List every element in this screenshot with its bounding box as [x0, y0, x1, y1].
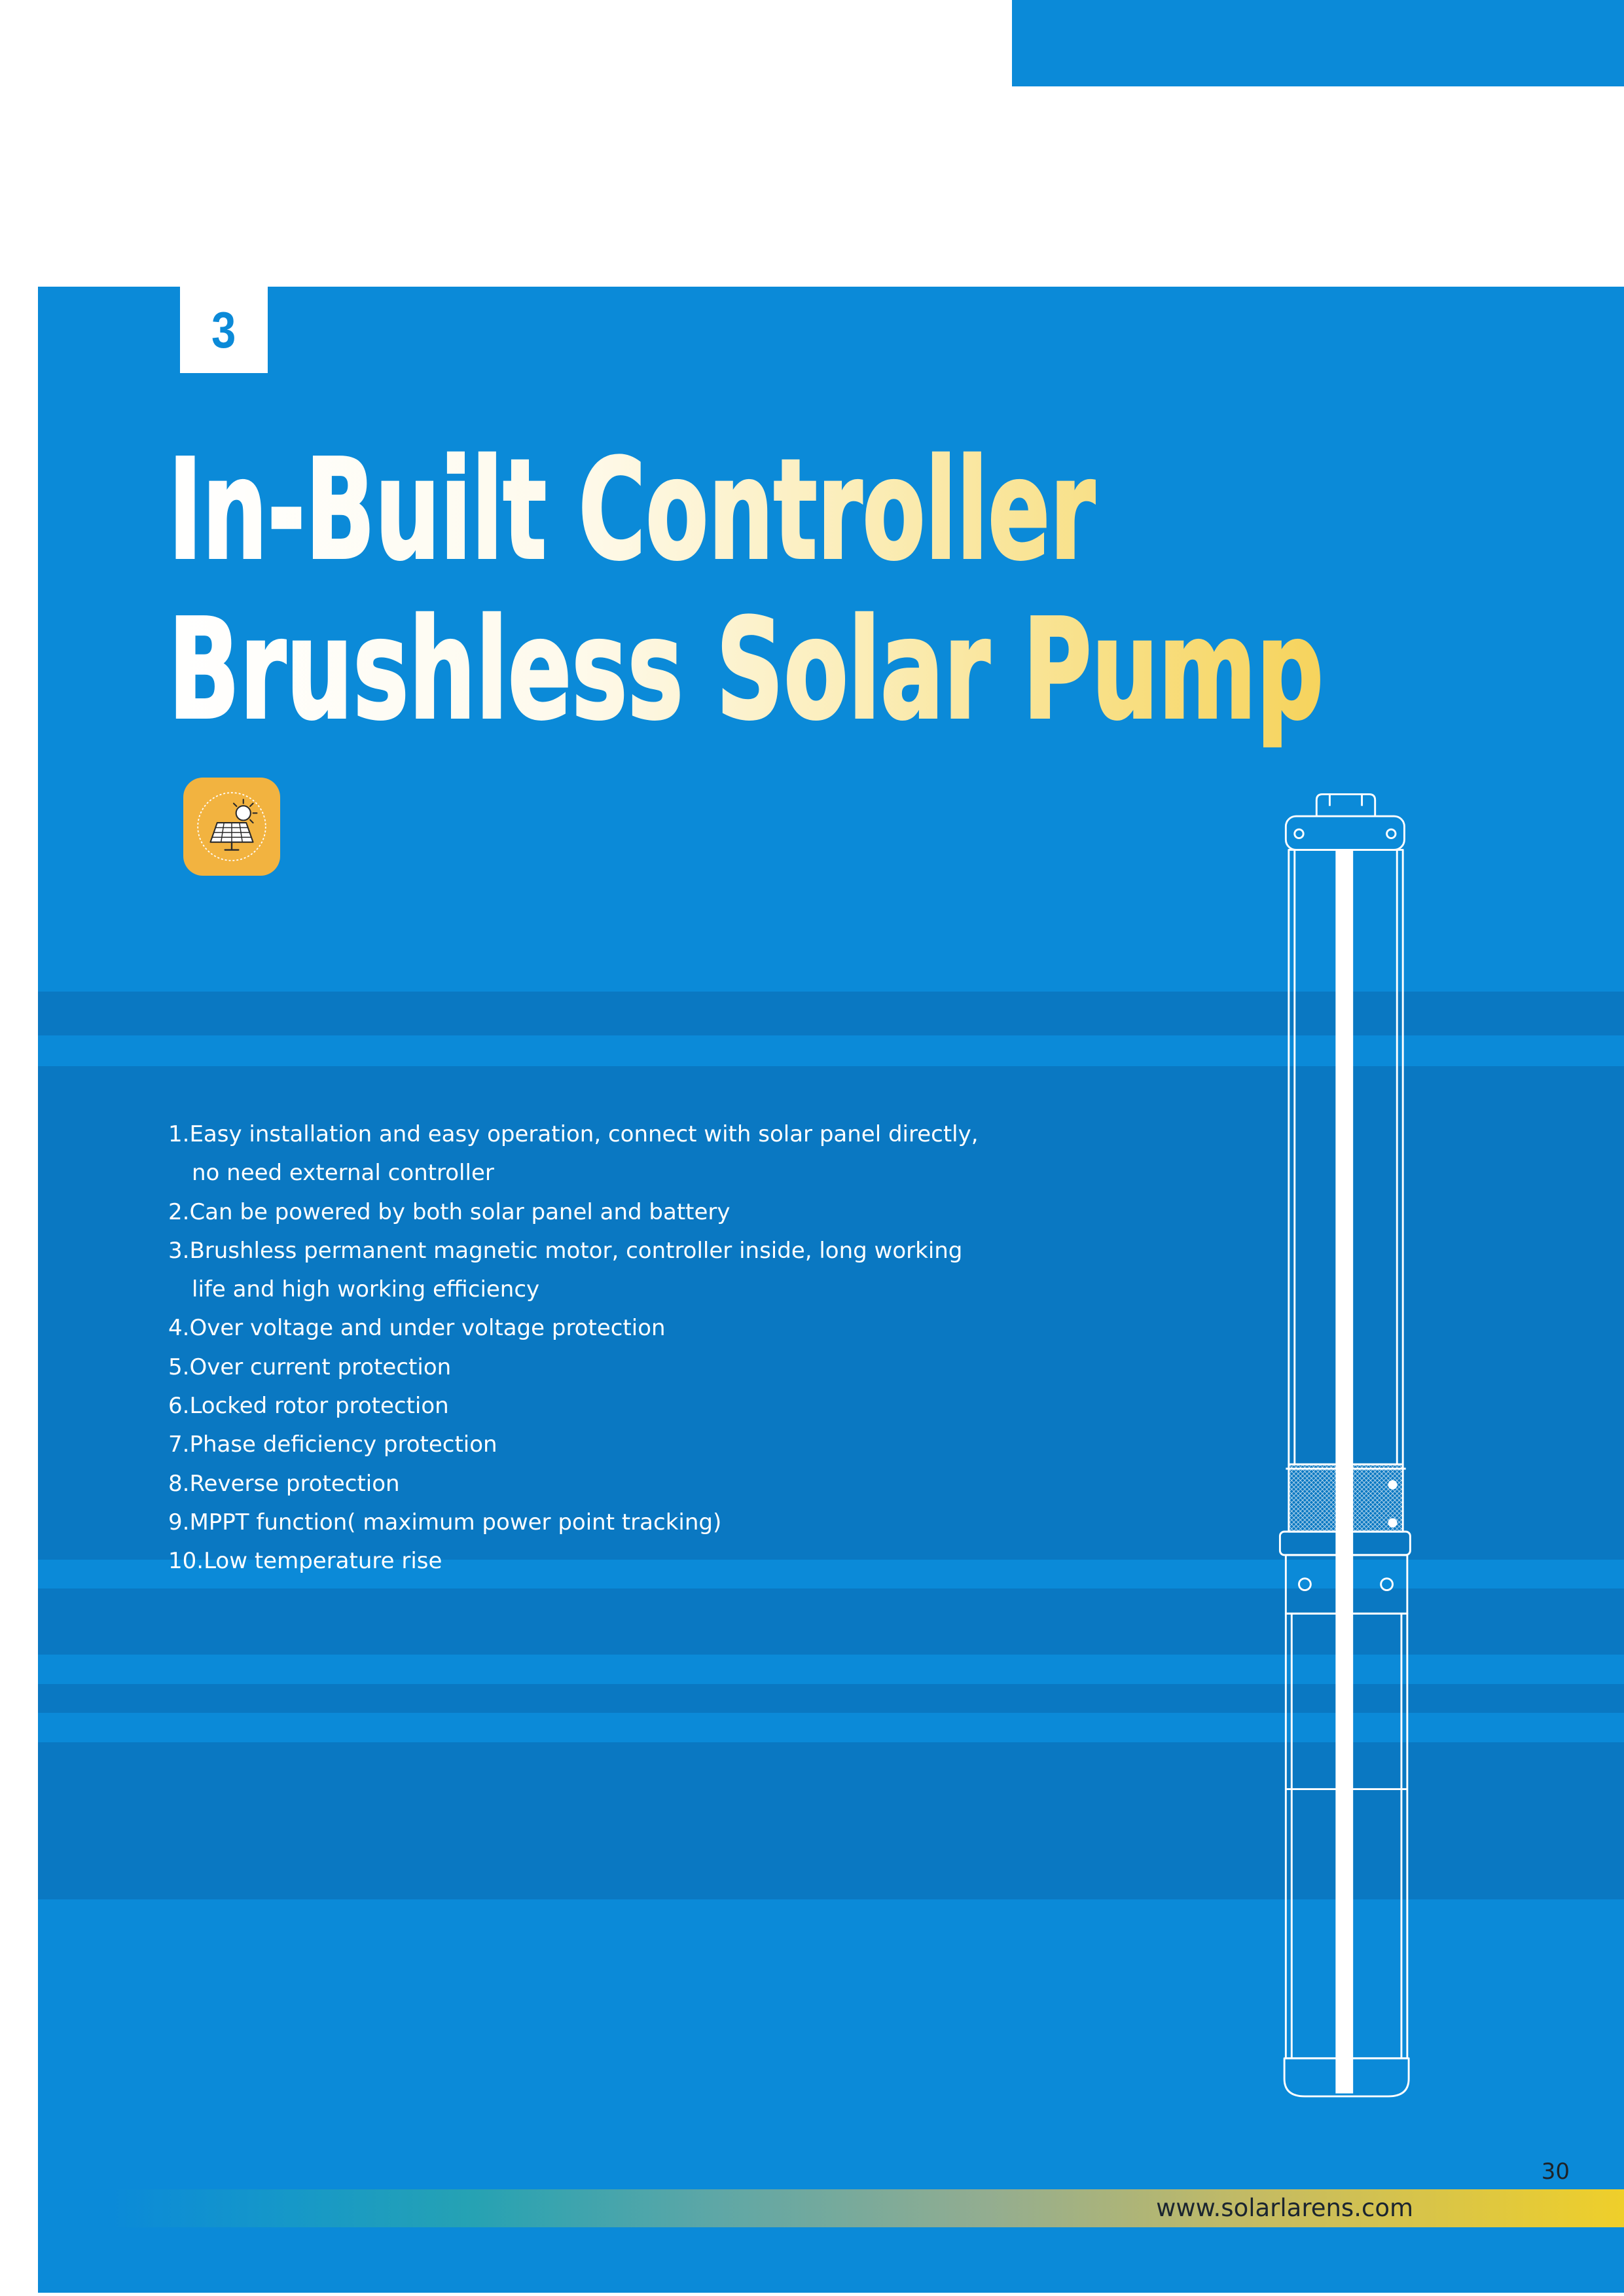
- feature-item: [168, 1115, 1189, 1193]
- feature-item: [168, 1503, 1189, 1542]
- feature-text: 7.Phase deficiency protection: [168, 1431, 497, 1458]
- feature-item: [168, 1387, 1189, 1426]
- feature-text-continued: no need external controller: [192, 1160, 494, 1187]
- feature-text-continued: life and high working efficiency: [192, 1276, 540, 1303]
- feature-text: 2.Can be powered by both solar panel and battery: [168, 1198, 731, 1225]
- feature-item: [168, 1232, 1189, 1310]
- feature-text: 8.Reverse protection: [168, 1470, 400, 1497]
- feature-text: 10.Low temperature rise: [168, 1548, 442, 1575]
- feature-item: [168, 1348, 1189, 1387]
- feature-text: 4.Over voltage and under voltage protection: [168, 1315, 666, 1342]
- feature-item: [168, 1309, 1189, 1348]
- feature-text: 3.Brushless permanent magnetic motor, controller inside, long working: [168, 1237, 963, 1264]
- feature-text: 5.Over current protection: [168, 1354, 452, 1380]
- page-number: 30: [1541, 2159, 1570, 2185]
- title-line-1: In-Built Controller: [168, 429, 1095, 590]
- footer-gradient-bar: [110, 2189, 1624, 2227]
- feature-text: 1.Easy installation and easy operation, connect with solar panel directly,: [168, 1121, 979, 1147]
- feature-item: [168, 1465, 1189, 1503]
- section-number: 3: [211, 301, 236, 359]
- section-number-box: [180, 287, 268, 373]
- feature-item: [168, 1193, 1189, 1232]
- feature-text: 6.Locked rotor protection: [168, 1393, 449, 1420]
- feature-item: [168, 1426, 1189, 1464]
- submersible-pump-icon: [1271, 783, 1420, 2104]
- title-line-2: Brushless Solar Pump: [168, 589, 1324, 750]
- website-url: www.solarlarens.com: [1156, 2194, 1413, 2222]
- solar-panel-sun-icon: [183, 778, 280, 876]
- top-accent-bar: [1012, 0, 1624, 86]
- feature-item: [168, 1542, 1189, 1581]
- feature-list: [168, 1115, 1189, 1581]
- page-title: [168, 419, 1346, 750]
- feature-text: 9.MPPT function( maximum power point tracking): [168, 1509, 722, 1535]
- solar-badge: [183, 778, 280, 876]
